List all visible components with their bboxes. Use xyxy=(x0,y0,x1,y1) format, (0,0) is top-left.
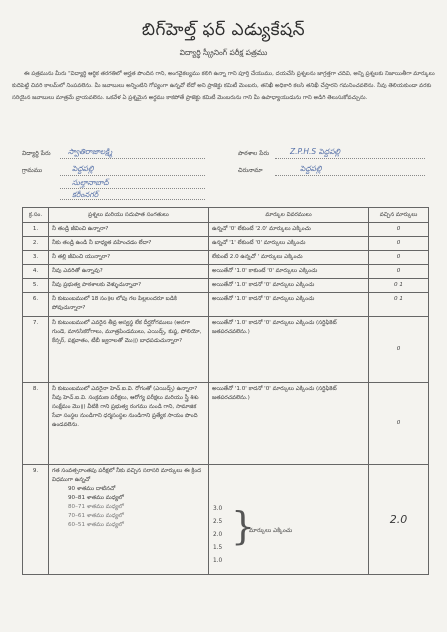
row-marks-rule: ఉన్నచో '0' లేకుంటే '2.0' మార్కులు ఎక్కించు xyxy=(209,223,369,237)
row-number: 3. xyxy=(23,251,49,265)
row-number: 9. xyxy=(23,465,49,575)
grade-range: 60–51 శాతము మధ్యలో xyxy=(68,522,124,528)
village-line xyxy=(60,175,205,176)
brace-icon: } xyxy=(231,504,256,548)
row-score: 2.0 xyxy=(369,465,429,575)
row-score: 0 xyxy=(369,251,429,265)
table-header-row xyxy=(23,208,429,223)
row-question: నీ తండ్రి జీవించి ఉన్నారా? xyxy=(49,223,209,237)
row-score: 0 xyxy=(369,317,429,383)
row-marks-rule: అయితేనో '1.0' కాదనో '0' మార్కులు ఎక్కించు xyxy=(209,293,369,317)
row-question: గత సంవత్సరాంతపు పరీక్షలో నీకు వచ్చిన సరాసరి మార్కులు ఈ క్రింద విధముగా ఉన్నచో xyxy=(52,468,202,483)
screening-table xyxy=(22,207,429,575)
row-marks-rule: మార్కులు ఎక్కించు xyxy=(249,528,293,534)
table-row xyxy=(23,237,429,251)
district-value: కరీంనగర్ xyxy=(72,190,99,199)
row-score: 0 1 xyxy=(369,293,429,317)
scale-value: 2.0 xyxy=(213,532,223,538)
row-question: నీకు తండ్రి ఉండి నీ బాధ్యత వహించడం లేదా? xyxy=(49,237,209,251)
row-question: నీ కుటుంబములో 18 సం॥ల లోపు గల పిల్లలందరూ బడికి పోవుచున్నారా? xyxy=(49,293,209,317)
school-name-label: పాఠశాల పేరు xyxy=(238,150,270,157)
row-score: 0 xyxy=(369,383,429,465)
grade-range: 70–61 శాతము మధ్యలో xyxy=(68,513,124,519)
row-number: 1. xyxy=(23,223,49,237)
instructions-text: ఈ పత్రమును మీరు "విద్యార్థి ఆర్థిక తరగతిలో అర్హత పొందిన గాని, అంగవైకల్యము కలిగి ఉన్నా గాని పూర్తి చేయుము, దయచేసి ప్రశ్నలను జాగ్రత్తగా చదివి, అన్ని ప్రశ్నలకు నిజాయితీగా మార్కులు కుదిపెట్టి చివరి కాలమ్‌లో నింపవలెను. మీ జవాబులు అన్నింటిని గోప్యంగా ఉన్నవో లేదో అని ప్రాజెక్టు కమిటీ మెంబరు, తనిఖీ అధికారి కలసి తనిఖీ చేస్తారని గమనించవలెను. నీవు తెలియకుండా వరకు సరియైన జవాబులు మాత్రమే వ్రాయవలెను. ఒకవేళ ఏ ప్రశ్నమైన అర్థము కాకపోతే ప్రాజెక్టు కమిటీ మెంబరును గాని మీ ఉపాధ్యాయుడును గాని అడిగి తెలుసుకోవచ్చును. xyxy=(12,71,435,101)
table-row xyxy=(23,383,429,465)
row-marks-rule: అయితేనో '1.0' కాదనో '0' మార్కులు ఎక్కించు (సర్టిఫికెట్ జతపరచవలెను.) xyxy=(209,383,369,465)
row-number: 5. xyxy=(23,279,49,293)
row-question: నీ తల్లి జీవించి యున్నారా? xyxy=(49,251,209,265)
grade-range: 80–71 శాతము మధ్యలో xyxy=(68,504,124,510)
header-sno: క్ర.సం. xyxy=(23,208,49,223)
row-marks-rule: అయితేనో '1.0' కాకుంటే '0' మార్కులు ఎక్కించు xyxy=(209,265,369,279)
form-subtitle: విద్యార్థి స్క్రీనింగ్ పరీక్ష పత్రము xyxy=(179,48,268,57)
row-marks-rule: అయితేనో '1.0' కాదనో '0' మార్కులు ఎక్కించు (సర్టిఫికెట్ జతపరచవలెను.) xyxy=(209,317,369,383)
grade-range: 90–81 శాతము మధ్యలో xyxy=(68,495,124,501)
address-value: పెద్దపల్లి xyxy=(300,164,322,173)
table-row xyxy=(23,265,429,279)
table-row xyxy=(23,279,429,293)
row-score: 0 xyxy=(369,223,429,237)
row-marks-rule: ఉన్నచో '1' లేకుంటే '0' మార్కులు ఎక్కించు xyxy=(209,237,369,251)
mandal-value: సుల్తానాబాద్ xyxy=(72,178,109,187)
row-question: నీవు ఎవరితో ఉన్నావు? xyxy=(49,265,209,279)
row-number: 8. xyxy=(23,383,49,465)
header-marks-details: మార్కుల వివరములు xyxy=(209,208,369,223)
header-question: ప్రశ్నలు మరియు సదుపాత సంగతులు xyxy=(49,208,209,223)
village-value: పెద్దపల్లి xyxy=(72,164,94,173)
row-question: నీ కుటుంబములో ఎవరైన తీవ్ర అస్వస్థ లేక దీర్ఘరోగములు (అనగా గుండె, మానసికరోగాలు, మూత్రపిండములు, ఎయిడ్స్, కుష్ఠ, పోలియో, కేన్సర్, పక్షవాతం, టీబీ జ్వరాలతో మొ॥) బాధపడుచున్నారా? xyxy=(49,317,209,383)
address-line xyxy=(275,175,425,176)
form-title: బిగ్‌హెల్త్ ఫర్ ఎడ్యుకేషన్ xyxy=(141,20,306,40)
row-marks-rule: అయితేనో '1.0' కాదనో '0' మార్కులు ఎక్కించు xyxy=(209,279,369,293)
header-marks-obtained: వచ్చిన మార్కులు xyxy=(369,208,429,223)
instructions xyxy=(12,68,437,104)
row-question: నీ కుటుంబములో ఎవరైనా హెచ్.ఐ.వి. రోగంతో (ఎయిడ్స్) ఉన్నారా? నీవు హెచ్.ఐ.వి. సంక్రమణ పరీక్షలు, ఆరోగ్య పరీక్షలు మరియు స్త్రీ శిశు సంక్షేమం మొ॥) వీటికి గాని ప్రభుత్వ రంగము నుండి గాని, సామాజిక సేవా సంస్థల నుండిగాని ధర్మసంస్థల నుండిగాని ప్రత్యేక సాయం పొంది ఉండవలెను. xyxy=(49,383,209,465)
grade-ranges xyxy=(52,485,205,530)
row-number: 7. xyxy=(23,317,49,383)
table-row xyxy=(23,465,429,575)
school-name-line xyxy=(275,158,425,159)
table-row xyxy=(23,317,429,383)
grade-range: 90 శాతము దాటినచో xyxy=(68,486,116,492)
scale-values xyxy=(213,503,222,568)
school-name-value: Z.P.H.S పెద్దపల్లి xyxy=(290,147,341,156)
student-name-label: విద్యార్థి పేరు xyxy=(22,150,51,157)
row-score: 0 xyxy=(369,237,429,251)
row-marks-scale xyxy=(209,465,369,575)
scale-value: 2.5 xyxy=(213,519,223,525)
village-label: గ్రామము xyxy=(22,167,43,174)
table-row xyxy=(23,293,429,317)
row-number: 6. xyxy=(23,293,49,317)
row-question-9 xyxy=(49,465,209,575)
address-label: చిరునామా xyxy=(238,167,263,174)
row-number: 2. xyxy=(23,237,49,251)
row-marks-rule: లేకుంటే 2.0 ఉన్నచో ' మార్కులు ఎక్కించు xyxy=(209,251,369,265)
student-name-line xyxy=(60,158,205,159)
scale-value: 3.0 xyxy=(213,506,223,512)
table-row xyxy=(23,251,429,265)
scale-value: 1.5 xyxy=(213,545,223,551)
row-number: 4. xyxy=(23,265,49,279)
student-name-value: స్వాతిరాజాలక్ష్మి xyxy=(68,147,113,156)
row-score: 0 xyxy=(369,265,429,279)
scale-value: 1.0 xyxy=(213,558,223,564)
row-score: 0 1 xyxy=(369,279,429,293)
table-row xyxy=(23,223,429,237)
row-question: నీవు ప్రభుత్వ పాఠశాలకు వెళ్ళుచున్నావా? xyxy=(49,279,209,293)
